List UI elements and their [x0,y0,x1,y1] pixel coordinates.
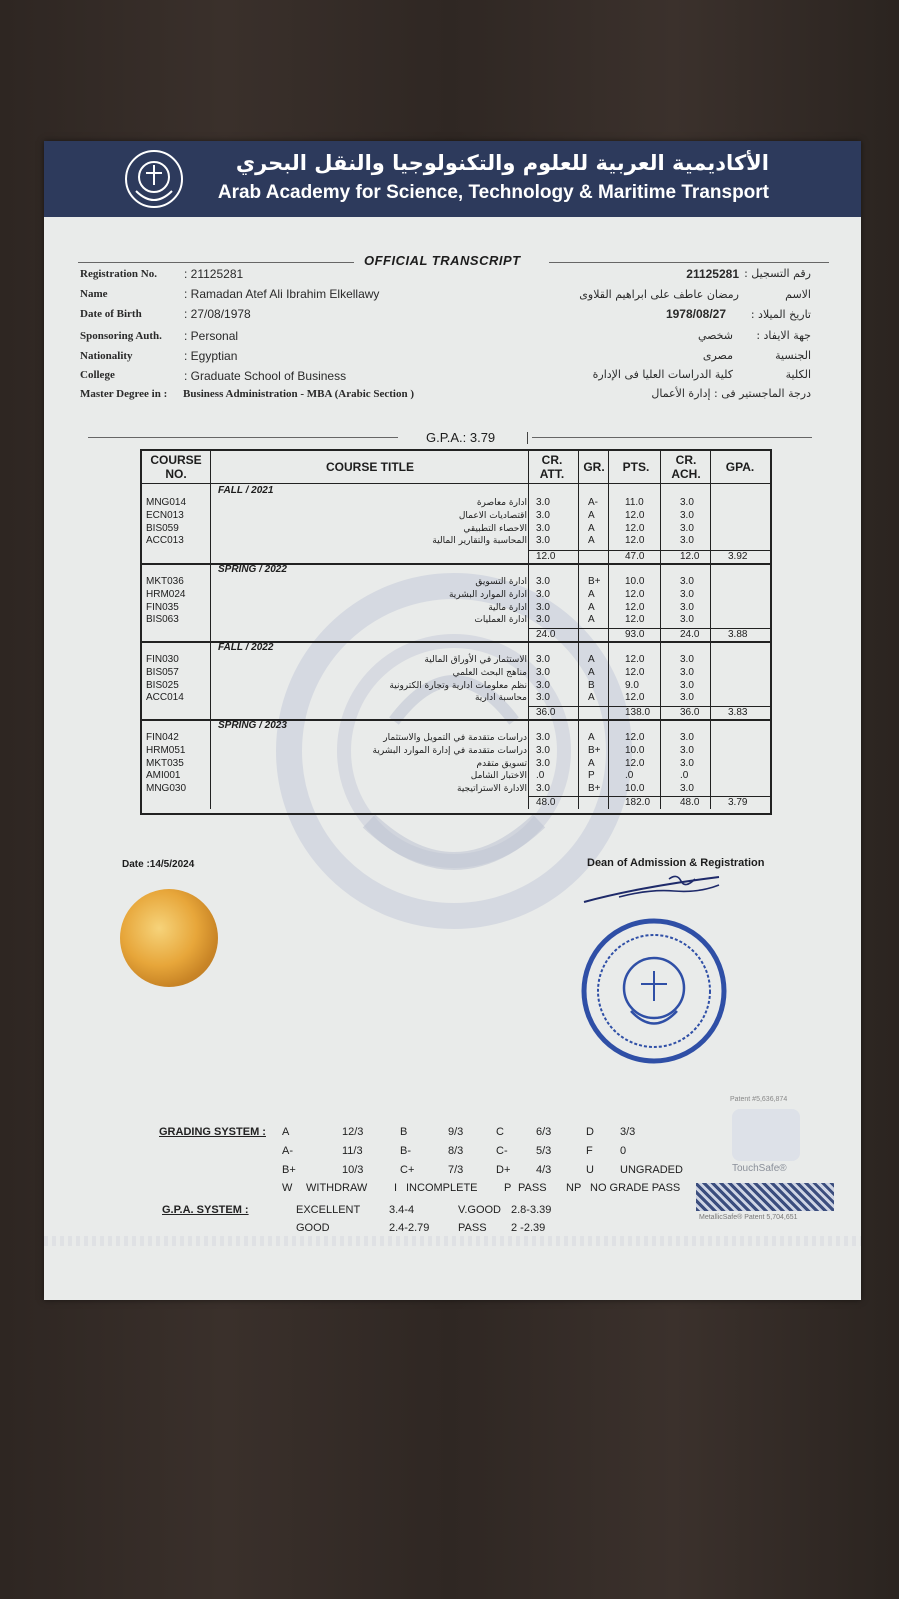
points: 10.0 [625,576,645,587]
course-title: ادارة مالية [488,602,527,613]
course-number: BIS059 [146,522,179,534]
nationality-label: Nationality [80,350,133,362]
grade-letter: D+ [496,1164,511,1176]
semester-label: FALL / 2022 [218,642,274,653]
credits-achieved: 3.0 [680,535,694,547]
points: 12.0 [625,732,645,743]
course-title: تسويق متقدم [476,758,527,769]
name-label-ar: الاسم [785,288,811,301]
dean-signature [579,869,729,909]
credits-attempted: 3.0 [536,692,550,704]
credits-achieved: 3.0 [680,601,694,613]
credits-attempted: 3.0 [536,535,550,547]
course-title: ادارة معاصرة [476,498,527,508]
points: 10.0 [625,783,645,795]
academy-title-english: Arab Academy for Science, Technology & Maritime Transport [217,182,769,203]
grade: A [588,692,595,704]
gpa-class: GOOD [296,1222,330,1234]
grade: A [588,535,595,547]
gpa-class: PASS [458,1222,487,1234]
semester-total-att: 12.0 [536,551,556,562]
patent-number-top: Patent #5,636,874 [730,1096,788,1103]
credits-attempted: 3.0 [536,732,550,743]
grade-code-meaning: NO GRADE PASS [590,1182,681,1194]
course-title: الاختبار الشامل [470,771,527,782]
points: 11.0 [625,497,644,508]
credits-achieved: 3.0 [680,666,694,678]
college-value-ar: كلية الدراسات العليا فى الإدارة [592,368,733,381]
grade-value: 9/3 [448,1126,464,1138]
name-label: Name [80,288,108,300]
nationality-value: Egyptian [190,349,238,363]
credits-achieved: 3.0 [680,614,694,626]
grade-letter: F [586,1145,593,1157]
grade-code: P [504,1182,512,1194]
grade-value: 10/3 [342,1164,364,1176]
issue-date: Date :14/5/2024 [122,859,195,870]
dob-label: Date of Birth [80,308,142,320]
credits-attempted: .0 [536,770,545,782]
points: 12.0 [625,757,645,769]
degree-value: Business Administration - MBA (Arabic Section ) [183,388,415,400]
course-number: ACC013 [146,535,184,547]
semester-gpa: 3.83 [728,707,748,718]
course-title: المحاسبة والتقارير المالية [432,536,527,547]
semester-total-att: 24.0 [536,629,556,640]
grade: A [588,522,595,534]
header-gpa: GPA. [725,460,755,474]
header-pts: PTS. [622,460,650,474]
credits-achieved: 3.0 [680,692,694,704]
points: 12.0 [625,692,645,704]
credits-attempted: 3.0 [536,757,550,769]
points: 12.0 [625,509,645,521]
credits-achieved: .0 [680,770,689,782]
credits-achieved: 3.0 [680,757,694,769]
points: 12.0 [625,601,645,613]
course-number: AMI001 [146,770,181,782]
credits-attempted: 3.0 [536,614,550,626]
credits-attempted: 3.0 [536,588,550,600]
grade: A [588,732,595,743]
credits-attempted: 3.0 [536,666,550,678]
security-microtext-band [44,1236,861,1246]
credits-attempted: 3.0 [536,744,550,756]
grade-value: 4/3 [536,1164,552,1176]
gpa-range: 2 -2.39 [511,1222,546,1234]
gpa-range: 2.8-3.39 [511,1204,552,1216]
grade: A [588,757,595,769]
grade-letter: A [282,1126,290,1138]
academy-header-banner [44,141,861,217]
credits-achieved: 3.0 [680,522,694,534]
touchsafe-label: TouchSafe® [732,1163,787,1174]
dean-title: Dean of Admission & Registration [587,857,765,869]
header-cr-att: CR. ATT. [539,453,565,481]
course-number: ECN013 [146,509,184,521]
grade-value: 12/3 [342,1126,364,1138]
grade-letter: C+ [400,1164,415,1176]
column-divider [210,451,211,809]
grade: B+ [588,783,601,795]
points: 12.0 [625,614,645,626]
registration-stamp [579,916,729,1066]
semester-total-pts: 182.0 [625,797,651,808]
sponsor-label: Sponsoring Auth. [80,330,162,342]
grade: A [588,509,595,521]
header-course-title: COURSE TITLE [325,460,414,474]
semester-label: FALL / 2021 [218,485,274,496]
semester-label: SPRING / 2022 [218,564,287,575]
credits-achieved: 3.0 [680,679,694,691]
sponsor-label-ar: جهة الايفاد : [756,329,811,342]
credits-achieved: 3.0 [680,744,694,756]
grade-value: 5/3 [536,1145,552,1157]
course-title: محاسبة ادارية [474,693,527,704]
grade: A [588,654,595,665]
credits-achieved: 3.0 [680,497,694,508]
course-title: دراسات متقدمة في التمويل والاستثمار [383,733,527,743]
registration-label-ar: رقم التسجيل : [744,267,811,280]
grade: B+ [588,576,601,587]
semester-total-ach: 48.0 [680,797,700,808]
degree-label: Master Degree in : [80,388,168,400]
gpa-system-label: G.P.A. SYSTEM : [162,1204,249,1216]
registration-value-ar: 21125281 [686,267,739,281]
course-number: MNG030 [146,783,187,795]
course-title: مناهج البحث العلمي [452,667,527,678]
grade-code: I [394,1182,398,1194]
grade-code-meaning: WITHDRAW [306,1182,368,1194]
semester-total-pts: 138.0 [625,707,651,718]
column-divider [710,451,711,809]
semester-gpa: 3.88 [728,629,748,640]
college-label: College [80,369,115,381]
gpa-range: 2.4-2.79 [389,1222,430,1234]
course-title: الادارة الاستراتيجية [457,784,527,795]
semester-total-ach: 12.0 [680,551,700,562]
sponsor-value: Personal [190,329,239,343]
column-divider [528,451,529,809]
gpa-class: V.GOOD [458,1204,501,1216]
course-title: الاحصاء التطبيقي [463,523,527,534]
grade-value: 7/3 [448,1164,464,1176]
semester-label: SPRING / 2023 [218,720,287,731]
grade-letter: D [586,1126,594,1138]
grade: A [588,666,595,678]
grade-value: UNGRADED [620,1164,683,1176]
overall-gpa [426,430,495,445]
credits-attempted: 3.0 [536,601,550,613]
course-title: اقتصاديات الاعمال [458,510,527,521]
grade-letter: B- [400,1145,411,1157]
semester-total-pts: 93.0 [625,629,645,640]
college-value: Graduate School of Business [190,369,347,383]
course-number: BIS025 [146,679,179,691]
course-title: دراسات متقدمة في إدارة الموارد البشرية [372,745,527,756]
grading-system-label: GRADING SYSTEM : [159,1126,266,1138]
course-title: نظم معلومات ادارية وتجارة الكترونية [389,680,527,691]
transcript-document: الأكاديمية العربية للعلوم والتكنولوجيا والنقل البحري Arab Academy for Science, Technology & Maritime Transport OFFICIAL TRANSCRIPT Registration No. : 21125281 Name : Ramadan Atef Ali Ibrahim Elkellawy Date of Birth : 27/08/1978 Sponsoring Auth. : Personal Nationality : Egyptian College : Graduate School of Business Master Degree in : Business Administration - MBA (Arabic Section ) رقم التسجيل : 21125281 الاسم رمضان عاطف على ابراهيم القلاوى تاريخ الميلاد : 1978/08/27 جهة الايفاد : شخصي الجنسية مصرى الكلية كلية الدراسات العليا فى الإدارة درجة الماجستير فى : إدارة الأعمال G.P.A.: 3.79 COURSE NO. COURSE TITLE CR. ATT. GR. PTS. CR. ACH. GPA. FALL / 2021 MNG014 ادارة معاصرة 3.0 A- 11.0 3.0 ECN013 اقتصاديات الاعمال 3.0 A 12.0 3.0 BIS059 الاحصاء التطبيقي 3.0 A 12.0 3.0 ACC013 المحاسبة والتقارير المالية 3.0 A 12.0 3.0 12.0 47.0 12.0 3.92 SPRING / 2022 MKT036 ادارة التسويق 3.0 B+ 10.0 3.0 HRM024 ادارة الموارد البشرية 3.0 A 12.0 3.0 FIN035 ادارة مالية 3.0 A 12.0 3.0 BIS063 ادارة العمليات 3.0 A 12.0 3.0 24.0 93.0 24.0 3.88 FALL / 2022 FIN030 الاستثمار في الأوراق المالية 3.0 A 12.0 3.0 BIS057 مناهج البحث العلمي 3.0 A 12.0 3.0 BIS025 نظم معلومات ادارية وتجارة الكترونية 3.0 B 9.0 3.0 ACC014 محاسبة ادارية 3.0 A 12.0 3.0 36.0 138.0 36.0 3.83 SPRING / 2023 FIN042 دراسات متقدمة في التمويل والاستثمار 3.0 A 12.0 3.0 HRM051 دراسات متقدمة في إدارة الموارد البشرية 3.0 B+ 10.0 3.0 MKT035 تسويق متقدم 3.0 A 12.0 3.0 AMI001 الاختبار الشامل .0 P .0 .0 MNG030 الادارة الاستراتيجية 3.0 B+ 10.0 3.0 48.0 182.0 48.0 3.79 Date :14/5/2024 Dean of Admission & Registration Patent #5,636,874 TouchSafe® MetallicSafe® Patent 5,704,651 GRADING SYSTEM : G.P.A. SYSTEM : A 12/3 B 9/3 C 6/3 D 3/3 A- 11/3 B- 8/3 C- 5/3 F 0 B+ 10/3 C+ 7/3 D+ 4/3 U UNGRADED W WITHDRAW I INCOMPLETE P PASS NP NO GRADE PASS EXCELLENT 3.4-4 V.GOOD 2.8-3.39 GOOD 2.4-2.79 PASS 2 -2.39 [44,141,861,1300]
grade-code-meaning: INCOMPLETE [406,1182,478,1194]
points: 12.0 [625,666,645,678]
credits-achieved: 3.0 [680,509,694,521]
semester-total-att: 48.0 [536,797,556,808]
header-course-no: COURSE NO. [150,453,202,481]
course-number: FIN035 [146,601,179,613]
grade-value: 0 [620,1145,627,1157]
semester-gpa: 3.92 [728,551,748,562]
grade-letter: A- [282,1145,293,1157]
grade-letter: B [400,1126,408,1138]
points: 12.0 [625,522,645,534]
gpa-range: 3.4-4 [389,1204,415,1216]
grade: A [588,588,595,600]
credits-achieved: 3.0 [680,588,694,600]
grade: P [588,770,595,782]
academy-title-arabic: الأكاديمية العربية للعلوم والتكنولوجيا والنقل البحري [235,151,769,175]
course-number: ACC014 [146,692,184,704]
grade: A- [588,497,598,508]
name-value-ar: رمضان عاطف على ابراهيم القلاوى [579,288,739,301]
nationality-value-ar: مصرى [702,349,733,362]
degree-text-ar: درجة الماجستير فى : إدارة الأعمال [651,387,811,400]
course-number: FIN042 [146,732,179,743]
grade-value: 11/3 [342,1145,363,1157]
column-divider [608,451,609,809]
points: 9.0 [625,679,639,691]
semester-total-ach: 24.0 [680,629,700,640]
grade-code-meaning: PASS [518,1182,547,1194]
points: 12.0 [625,535,645,547]
course-number: HRM051 [146,744,186,756]
credits-achieved: 3.0 [680,576,694,587]
grade: B+ [588,744,601,756]
college-label-ar: الكلية [785,368,811,381]
registration-label: Registration No. [80,268,157,280]
grade-value: 3/3 [620,1126,636,1138]
dob-value: 27/08/1978 [190,307,251,321]
credits-attempted: 3.0 [536,509,550,521]
points: .0 [625,770,634,782]
semester-total-ach: 36.0 [680,707,700,718]
credits-achieved: 3.0 [680,654,694,665]
header-cr-ach: CR. ACH. [671,453,701,481]
column-divider [660,451,661,809]
course-table [140,449,772,815]
doc-title: OFFICIAL TRANSCRIPT [364,253,521,268]
hologram-seal [120,889,218,987]
course-title: ادارة العمليات [474,615,527,626]
grade-code: NP [566,1182,582,1194]
column-divider [578,451,579,809]
credits-attempted: 3.0 [536,654,550,665]
course-number: MNG014 [146,497,187,508]
semester-total-pts: 47.0 [625,551,645,562]
credits-achieved: 3.0 [680,783,694,795]
semester-gpa: 3.79 [728,797,748,808]
grade-letter: B+ [282,1164,296,1176]
grade-value: 8/3 [448,1145,464,1157]
course-number: MKT035 [146,757,184,769]
metallicsafe-label: MetallicSafe® Patent 5,704,651 [699,1214,798,1221]
grade-code: W [282,1182,293,1194]
gpa-class: EXCELLENT [296,1204,361,1216]
points: 10.0 [625,744,645,756]
credits-attempted: 3.0 [536,576,550,587]
name-value: Ramadan Atef Ali Ibrahim Elkellawy [190,287,380,301]
registration-value: 21125281 [190,267,244,281]
course-number: HRM024 [146,588,186,600]
dob-label-ar: تاريخ الميلاد : [750,308,811,321]
nationality-label-ar: الجنسية [775,349,811,362]
touchsafe-mark [732,1109,800,1161]
dob-value-ar: 1978/08/27 [665,307,726,321]
grade-value: 6/3 [536,1126,552,1138]
course-number: BIS063 [146,614,179,626]
grade-letter: C- [496,1145,508,1157]
grade: A [588,614,595,626]
credits-attempted: 3.0 [536,522,550,534]
academy-logo-icon [122,147,186,211]
gpa-value: 3.79 [469,430,496,445]
metallicsafe-pattern [696,1183,834,1211]
credits-achieved: 3.0 [680,732,694,743]
grade-letter: U [586,1164,594,1176]
grade: A [588,601,595,613]
gpa-label: G.P.A.: [426,430,467,445]
header-divider [142,483,770,484]
points: 12.0 [625,588,645,600]
sponsor-value-ar: شخصي [697,329,733,342]
credits-attempted: 3.0 [536,783,550,795]
credits-attempted: 3.0 [536,497,550,508]
course-title: الاستثمار في الأوراق المالية [424,655,527,665]
credits-attempted: 3.0 [536,679,550,691]
grade: B [588,679,595,691]
course-number: BIS057 [146,666,179,678]
semester-total-att: 36.0 [536,707,556,718]
course-number: FIN030 [146,654,179,665]
course-title: ادارة الموارد البشرية [448,589,527,600]
points: 12.0 [625,654,645,665]
course-title: ادارة التسويق [475,577,527,587]
grade-letter: C [496,1126,504,1138]
header-grade: GR. [583,460,605,474]
course-number: MKT036 [146,576,184,587]
